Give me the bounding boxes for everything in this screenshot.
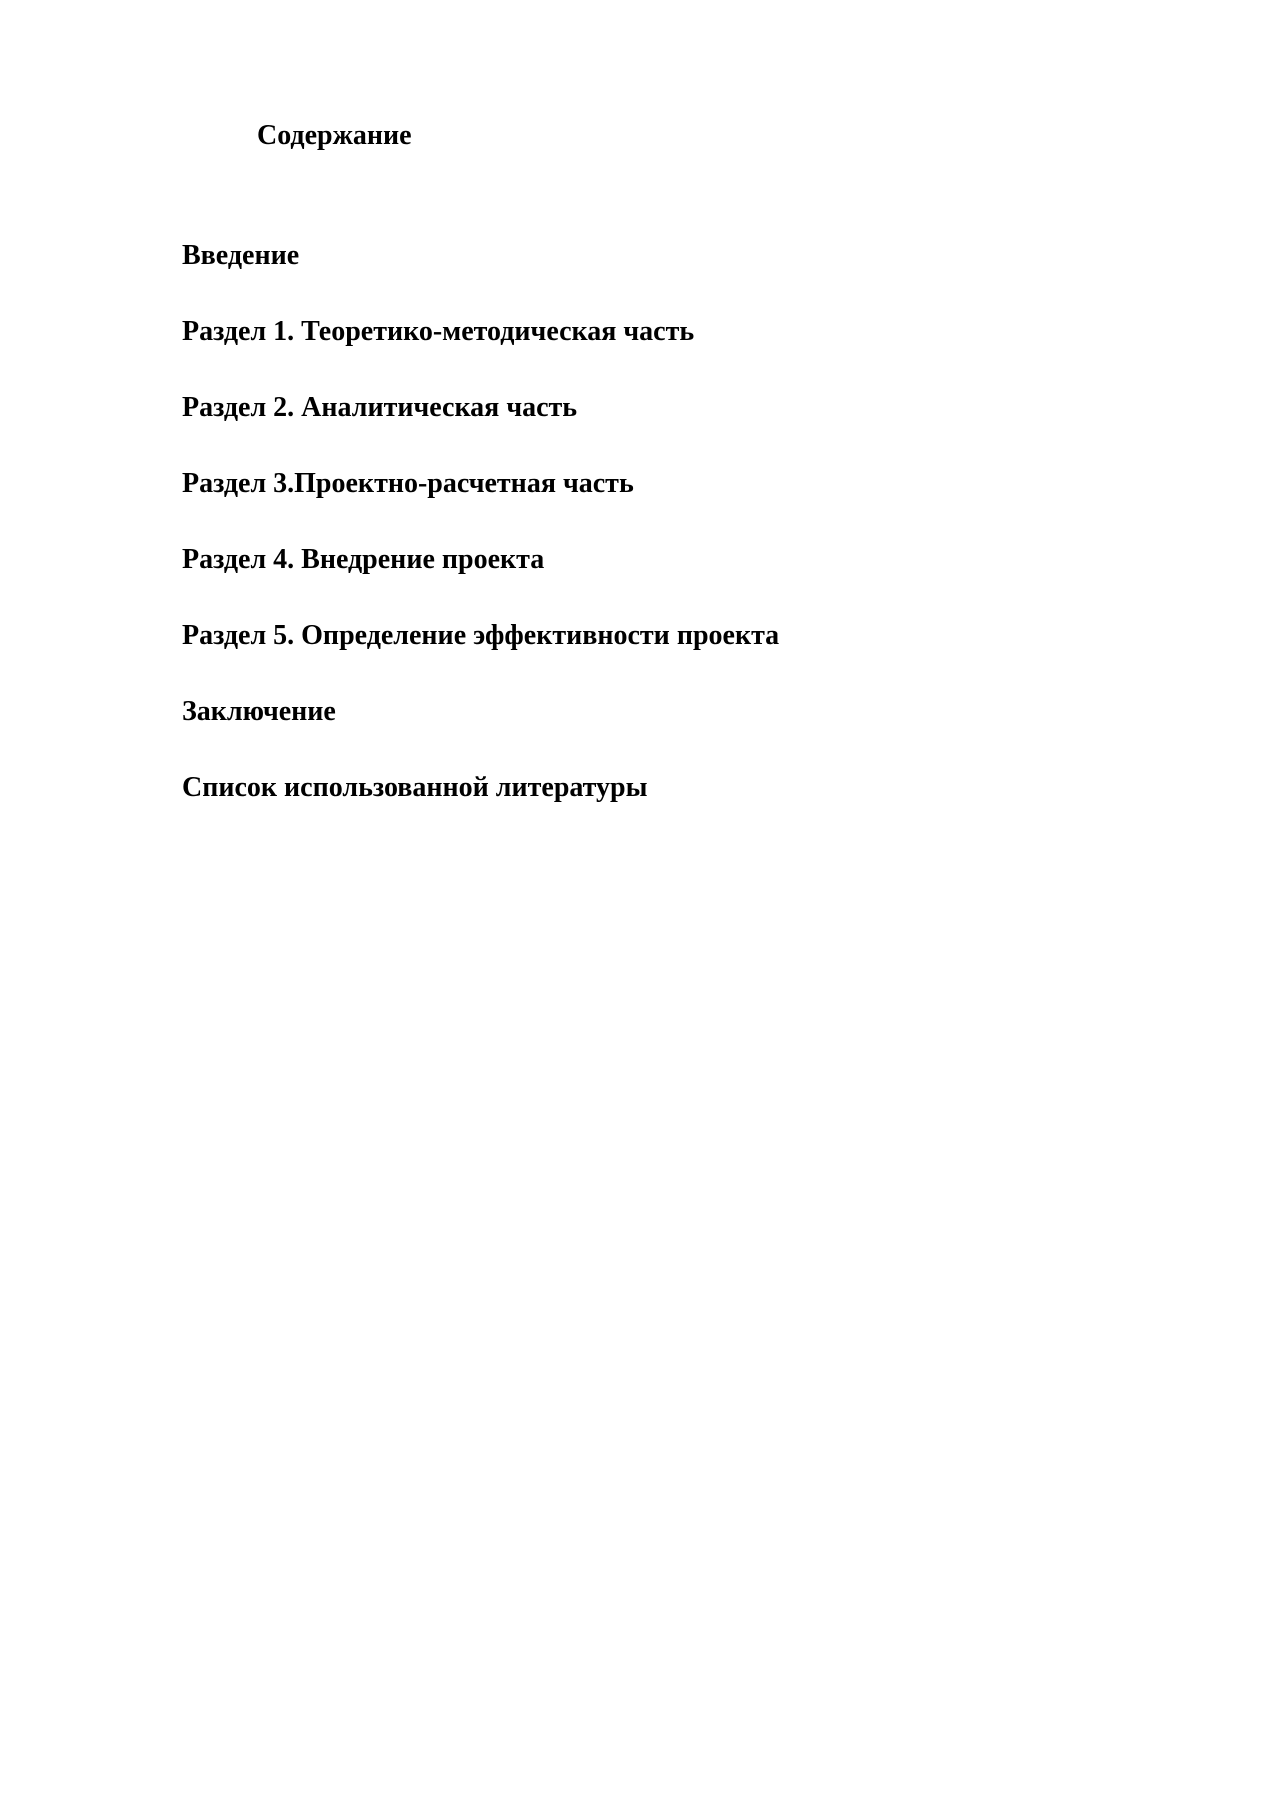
toc-item-section-2: Раздел 2. Аналитическая часть	[182, 392, 578, 423]
toc-item-section-4: Раздел 4. Внедрение проекта	[182, 544, 545, 575]
toc-item-section-5: Раздел 5. Определение эффективности проекта	[182, 620, 780, 651]
toc-item-conclusion: Заключение	[182, 696, 336, 727]
toc-item-bibliography: Список использованной литературы	[182, 772, 648, 803]
toc-item-section-1: Раздел 1. Теоретико-методическая часть	[182, 316, 695, 347]
toc-item-introduction: Введение	[182, 240, 300, 271]
toc-item-section-3: Раздел 3.Проектно-расчетная часть	[182, 468, 634, 499]
page-title: Содержание	[257, 120, 412, 151]
table-of-contents	[182, 238, 779, 846]
